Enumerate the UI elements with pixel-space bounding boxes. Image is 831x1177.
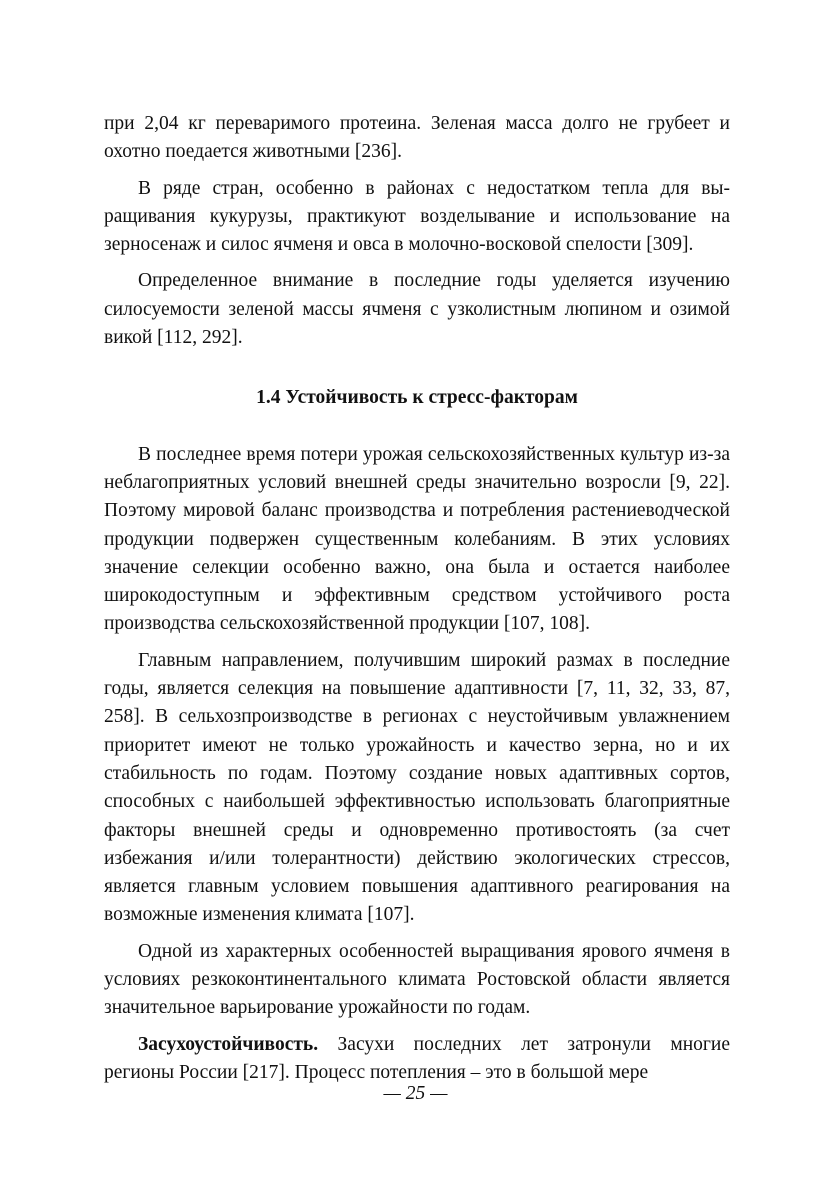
drought-text: Засухи последних лет затронули многие регионы России [217]. Процесс потепления – это в большой мере — [104, 1033, 730, 1083]
page-number: — 25 — — [383, 1083, 448, 1104]
paragraph-rostov: Одной из характерных особенностей выращивания ярового ячменя в условиях резкоконтинентального климата Ростовской области является значительное варьирование урожайности по годам. — [104, 940, 730, 1019]
paragraph-yield-losses: В последнее время потери урожая сельскохозяйственных культур из-за неблагоприятных условий внешней среды значительно возросли [9, 22]. Поэтому мировой баланс производства и потребления растениеводческой продукции подвержен существенным колебаниям. В этих условиях значение селекции особенно важно, она была и остается наиболее широкодоступным и эффективным средством устойчивого роста производства сельскохозяйственной продукции [107, 108]. — [104, 443, 730, 635]
paragraph-lupine: Определенное внимание в последние годы уделяется изучению силосуемости зеленой массы ячменя с узколистным люпином и озимой викой [112, 292]. — [104, 270, 730, 349]
drought-lead: Засухоустойчивость. — [138, 1033, 319, 1055]
section-heading: 1.4 Устойчивость к стресс-факторам — [256, 387, 578, 409]
paragraph-silage: В ряде стран, особенно в районах с недостатком тепла для выращивания кукурузы, практикуют возделывание и использование на зерносенаж и силос ячменя и овса в молочно-восковой спелости [309]. — [104, 177, 730, 256]
page-body — [104, 110, 730, 1087]
paragraph-adaptivity: Главным направлением, получившим широкий размах в последние годы, является селекция на повышение адаптивности [7, 11, 32, 33, 87, 258]. В сельхозпроизводстве в регионах с неустойчивым увлажнением приоритет имеют не только урожайность и качество зерна, но и их стабильность по годам. Поэтому создание новых адаптивных сортов, способных с наибольшей эффективностью использовать благоприятные факторы внешней среды и одновременно противостоять (за счет избежания и/или толерантности) действию экологических стрессов, является главным условием повышения адаптивного реагирования на возможные изменения климата [107]. — [104, 649, 730, 926]
paragraph-protein: при 2,04 кг переваримого протеина. Зеленая масса долго не грубеет и охотно поедается животными [236]. — [104, 113, 730, 163]
paragraph-drought — [104, 1031, 730, 1088]
